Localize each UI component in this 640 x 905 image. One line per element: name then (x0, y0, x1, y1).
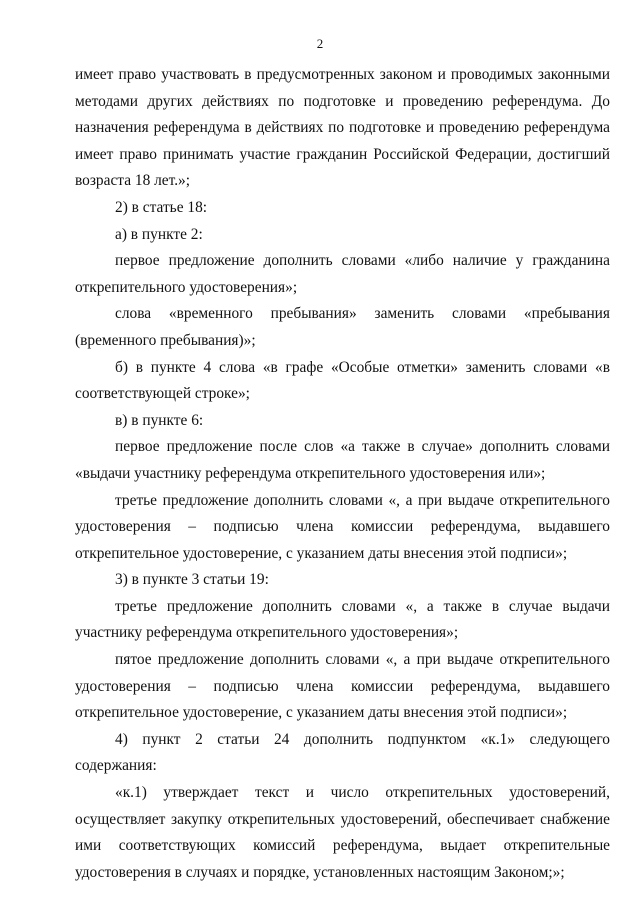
paragraph-9: третье предложение дополнить словами «, а при выдаче открепительного удостоверения – подписью члена комиссии референдума, выдавшего открепительное удостоверение, с указанием даты внесения этой подписи»; (75, 491, 610, 562)
paragraph-11: третье предложение дополнить словами «, а также в случае выдачи участнику референдума открепительного удостоверения»; (75, 597, 610, 642)
paragraph-8: первое предложение после слов «а также в случае» дополнить словами «выдачи участнику референдума открепительного удостоверения или»; (75, 438, 610, 482)
paragraph-12: пятое предложение дополнить словами «, а при выдаче открепительного удостоверения – подписью члена комиссии референдума, выдавшего открепительное удостоверение, с указанием даты внесения этой подписи»; (75, 651, 610, 722)
paragraph-5: слова «временного пребывания» заменить словами «пребывания (временного пребывания)»; (75, 305, 610, 349)
paragraph-2: 2) в статье 18: (115, 198, 208, 216)
paragraph-1: имеет право участвовать в предусмотренных законом и проводимых законными методами других действиях по подготовке и проведению референдума. До назначения референдума в действиях по подготовке и проведению референдума имеет право принимать участие гражданин Российской Федерации, достигший возраста 18 лет.»; (75, 66, 610, 190)
page-number: 2 (316, 36, 324, 51)
paragraph-7: в) в пункте 6: (115, 411, 204, 429)
paragraph-6: б) в пункте 4 слова «в графе «Особые отметки» заменить словами «в соответствующей строке»; (75, 358, 610, 403)
paragraph-3: а) в пункте 2: (115, 225, 203, 243)
paragraph-13: 4) пункт 2 статьи 24 дополнить подпунктом «к.1» следующего содержания: (75, 730, 610, 775)
paragraph-14: «к.1) утверждает текст и число открепительных удостоверений, осуществляет закупку открепительных удостоверений, обеспечивает снабжение ими соответствующих комиссий референдума, выдает открепительные удостоверения в случаях и порядке, установленных настоящим Законом;»; (75, 784, 610, 881)
paragraph-4: первое предложение дополнить словами «либо наличие у гражданина открепительного удостоверения»; (75, 252, 610, 296)
paragraph-10: 3) в пункте 3 статьи 19: (115, 571, 269, 589)
document-body (75, 62, 610, 886)
